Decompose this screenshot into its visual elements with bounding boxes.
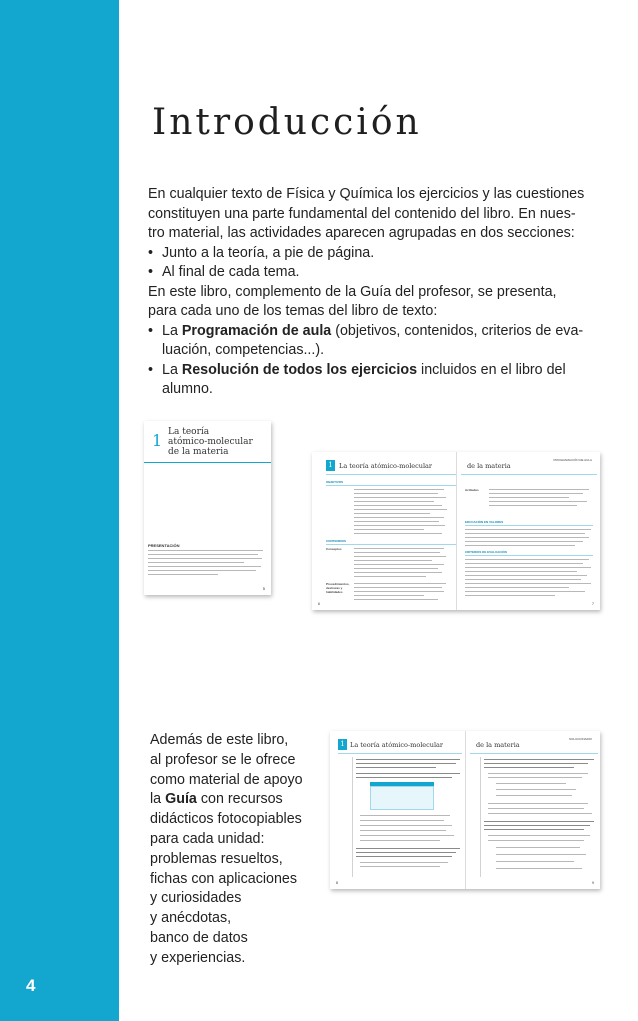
thumb-page-number: 7: [592, 602, 594, 606]
unit-cover-thumbnail: [144, 421, 271, 595]
row-label: Conceptos: [326, 547, 342, 551]
spread-left-page: [312, 452, 456, 610]
section-heading: CONTENIDOS: [326, 539, 347, 543]
thumb-page-number: 9: [592, 881, 594, 885]
thumb-page-number: 8: [336, 881, 338, 885]
page-title: Introducción: [152, 102, 422, 143]
guide-line-prefix: la: [150, 791, 166, 808]
row-label: Actitudes: [465, 488, 479, 492]
sections-list: [148, 244, 590, 283]
guide-line: y experiencias.: [150, 949, 246, 966]
unit-title: [168, 427, 263, 457]
bullet-rest: alumno.: [162, 381, 213, 397]
page-number: 4: [26, 976, 36, 995]
bullet-rest: incluidos en el libro del: [417, 361, 566, 378]
unit-number: 1: [326, 460, 335, 471]
unit-number: 1: [338, 739, 347, 750]
programacion-spread-thumbnail: [312, 452, 600, 610]
guide-line: Además de este libro,: [150, 732, 289, 748]
list-item: • Junto a la teoría, a pie de página.: [148, 244, 590, 264]
spread-right-title: de la materia: [467, 462, 511, 470]
bullet-rest: luación, competencias...).: [162, 342, 325, 358]
unit-title-line: de la materia: [168, 447, 229, 457]
intro-p2-line: En este libro, complemento de la Guía del profesor, se presenta,: [148, 283, 557, 300]
list-item: • Al final de cada tema.: [148, 263, 590, 283]
guide-line: didácticos fotocopiables: [150, 811, 302, 828]
cover-header: [144, 421, 271, 463]
unit-number: 1: [152, 431, 163, 450]
section-tag: SOLUCIONARIO: [568, 737, 592, 741]
intro-p1-line: tro material, las actividades aparecen agrupadas en dos secciones:: [148, 225, 575, 241]
guide-line-suffix: con recursos: [196, 791, 283, 808]
unit-title-line: atómico-molecular: [168, 437, 253, 447]
bullet-bold-term: Resolución de todos los ejercicios: [181, 361, 418, 378]
unit-title-line: La teoría: [168, 427, 210, 437]
guide-line: y curiosidades: [150, 890, 242, 907]
spread-left-page: [330, 731, 465, 889]
guide-line: banco de datos: [150, 929, 248, 946]
intro-p1-line: En cualquier texto de Física y Química los ejercicios y las cuestiones: [148, 186, 585, 202]
guide-line: fichas con aplicaciones: [150, 870, 298, 887]
guide-line: y anécdotas,: [150, 910, 232, 927]
guide-line: como material de apoyo: [150, 771, 303, 788]
row-label: Procedimientos, destrezas y habilidades: [326, 582, 350, 594]
guide-bold-term: Guía: [165, 791, 197, 808]
presentation-label: PRESENTACIÓN: [148, 543, 180, 548]
spread-right-title: de la materia: [476, 741, 520, 749]
solucionario-spread-thumbnail: [330, 731, 600, 889]
section-heading: CRITERIOS DE EVALUACIÓN: [465, 550, 507, 554]
spread-left-title: La teoría atómico-molecular: [339, 462, 433, 470]
contents-list: [148, 322, 590, 400]
guide-description: [150, 731, 330, 969]
thumb-page-number: 5: [262, 586, 265, 591]
bullet-bold-term: Programación de aula: [181, 322, 332, 339]
spread-right-page: [456, 452, 600, 610]
presentation-box: [148, 543, 267, 591]
thumb-page-number: 6: [318, 602, 320, 606]
list-item: [148, 322, 590, 361]
spread-right-page: [465, 731, 600, 889]
guide-line: al profesor se le ofrece: [150, 751, 296, 768]
bullet-rest: (objetivos, contenidos, criterios de eva-: [331, 322, 584, 339]
section-heading: EDUCACIÓN EN VALORES: [465, 520, 504, 524]
intro-paragraph-2: [148, 283, 590, 322]
intro-text: [148, 185, 590, 400]
presentation-text-lines: [148, 550, 267, 580]
guide-line: para cada unidad:: [150, 830, 265, 847]
intro-p1-line: constituyen una parte fundamental del contenido del libro. En nues-: [148, 205, 576, 222]
guide-line: problemas resueltos,: [150, 850, 283, 867]
list-item: [148, 361, 590, 400]
spread-left-title: La teoría atómico-molecular: [350, 741, 444, 749]
bullet-prefix: La: [162, 361, 182, 378]
side-color-band: [0, 0, 119, 1021]
section-tag: PROGRAMACIÓN DE AULA: [553, 458, 592, 462]
intro-p2-line: para cada uno de los temas del libro de texto:: [148, 303, 438, 319]
section-heading: OBJETIVOS: [326, 480, 344, 484]
bullet-prefix: La: [162, 322, 182, 339]
intro-paragraph-1: [148, 185, 590, 244]
